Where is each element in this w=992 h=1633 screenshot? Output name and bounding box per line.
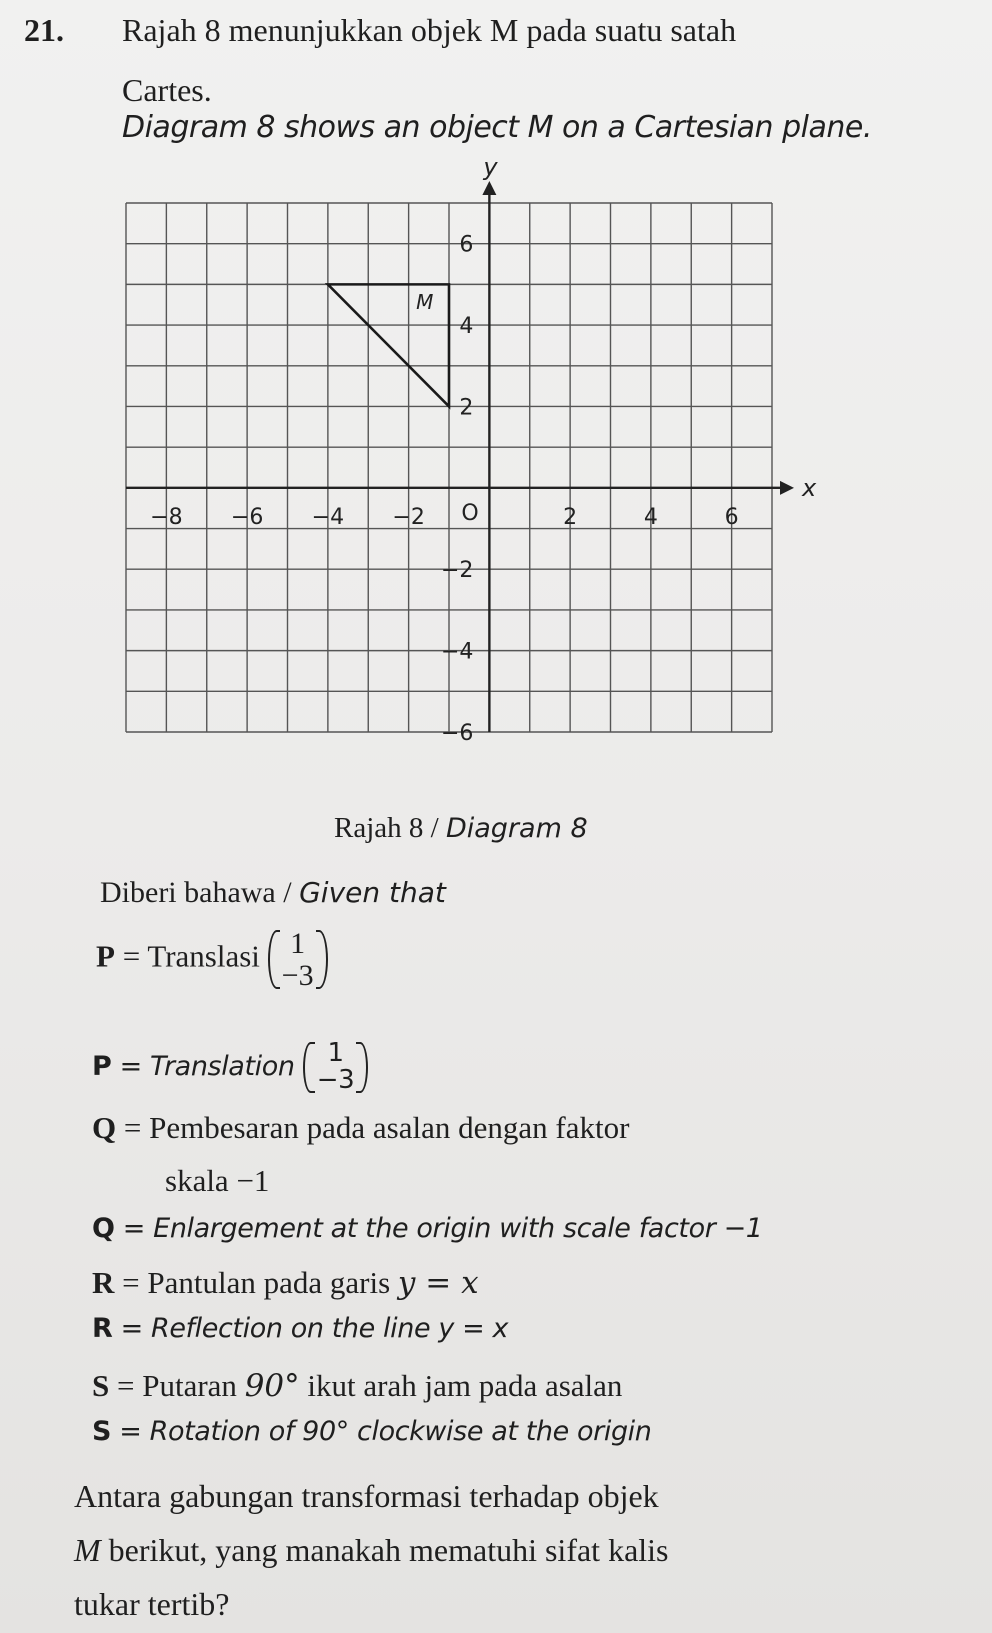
s-malay-angle: 90° bbox=[244, 1368, 300, 1404]
p-vector-english bbox=[303, 1040, 369, 1095]
letter-s-en: S bbox=[92, 1416, 112, 1447]
def-q-english: Q = Enlargement at the origin with scale factor −1 bbox=[92, 1213, 763, 1244]
q-english-text: Enlargement at the origin with scale factor −1 bbox=[153, 1213, 763, 1244]
r-malay-equation: y = x bbox=[397, 1265, 479, 1301]
letter-p: P bbox=[96, 938, 115, 974]
object-m bbox=[328, 284, 449, 406]
intro-malay-line2: Cartes. bbox=[122, 72, 212, 108]
intro-malay-line1: Rajah 8 menunjukkan objek M pada suatu satah bbox=[122, 12, 737, 48]
p-vector-malay bbox=[268, 928, 328, 991]
given-that bbox=[100, 876, 446, 910]
vector-top-en: 1 bbox=[327, 1038, 344, 1068]
s-english-pre: Rotation of bbox=[149, 1416, 303, 1447]
x-tick-label: −6 bbox=[230, 504, 264, 530]
question-object-m: M bbox=[74, 1532, 101, 1568]
x-tick-label: −2 bbox=[392, 504, 425, 530]
y-tick-label: −4 bbox=[440, 639, 474, 665]
cartesian-diagram bbox=[0, 0, 992, 800]
letter-r-en: R bbox=[92, 1313, 113, 1344]
question-line2-rest: berikut, yang manakah mematuhi sifat kalis bbox=[100, 1532, 669, 1568]
r-malay-text: Pantulan pada garis bbox=[147, 1265, 398, 1300]
question-number: 21. bbox=[24, 12, 64, 48]
q-malay-line1: Pembesaran pada asalan dengan faktor bbox=[149, 1110, 630, 1145]
r-english-text: Reflection on the line bbox=[150, 1313, 439, 1344]
x-tick-label: 6 bbox=[724, 504, 739, 530]
x-tick-label: 2 bbox=[563, 504, 578, 530]
letter-r: R bbox=[92, 1265, 115, 1300]
object-m-label: M bbox=[416, 289, 434, 314]
def-r-malay: R = Pantulan pada garis y = x bbox=[92, 1265, 479, 1301]
letter-p-en: P bbox=[92, 1050, 112, 1082]
y-tick-label: −6 bbox=[440, 721, 474, 746]
question-line3: tukar tertib? bbox=[74, 1586, 230, 1622]
question-line1: Antara gabungan transformasi terhadap objek bbox=[74, 1478, 659, 1514]
x-tick-label: −4 bbox=[311, 504, 345, 530]
def-p-english: P = Translation 1 −3 bbox=[92, 1040, 368, 1095]
question-line2 bbox=[74, 1532, 669, 1569]
x-axis-label: x bbox=[802, 473, 817, 502]
given-malay: Diberi bahawa / bbox=[100, 876, 300, 909]
y-tick-label: 4 bbox=[459, 314, 474, 340]
def-r-english: R = Reflection on the line y = x bbox=[92, 1313, 509, 1344]
p-malay-text: Translasi bbox=[147, 938, 260, 974]
def-s-english: S = Rotation of 90° clockwise at the origin bbox=[92, 1416, 652, 1447]
diagram-caption bbox=[334, 812, 588, 845]
def-p-malay: P = Translasi 1 −3 bbox=[96, 928, 328, 991]
r-english-equation: y = x bbox=[438, 1313, 509, 1344]
vector-bottom: −3 bbox=[281, 958, 314, 992]
y-axis-arrow bbox=[482, 181, 496, 195]
y-axis-label: y bbox=[483, 153, 498, 181]
x-axis-arrow bbox=[780, 481, 794, 495]
s-english-post: clockwise at the origin bbox=[348, 1416, 652, 1447]
q-malay-line2: skala −1 bbox=[165, 1163, 270, 1198]
s-english-angle: 90° bbox=[302, 1416, 349, 1447]
def-s-malay: S = Putaran 90° ikut arah jam pada asalan bbox=[92, 1368, 623, 1404]
letter-q-en: Q bbox=[92, 1213, 115, 1244]
vector-top: 1 bbox=[290, 927, 306, 960]
intro-english: Diagram 8 shows an object M on a Cartesian plane. bbox=[122, 110, 872, 145]
y-tick-label: 2 bbox=[459, 395, 474, 421]
caption-malay: Rajah 8 / bbox=[334, 812, 446, 844]
def-q-malay: Q = Pembesaran pada asalan dengan faktor bbox=[92, 1110, 630, 1145]
y-tick-label: 6 bbox=[459, 232, 474, 258]
tick-labels bbox=[150, 153, 817, 746]
letter-q: Q bbox=[92, 1110, 117, 1145]
vector-bottom-en: −3 bbox=[316, 1065, 355, 1096]
caption-english: Diagram 8 bbox=[445, 813, 588, 844]
letter-s: S bbox=[92, 1368, 110, 1403]
x-tick-label: 4 bbox=[643, 504, 658, 530]
p-english-text: Translation bbox=[149, 1050, 295, 1082]
s-malay-post: ikut arah jam pada asalan bbox=[299, 1368, 623, 1403]
origin-label: O bbox=[461, 500, 479, 526]
y-tick-label: −2 bbox=[440, 558, 474, 584]
s-malay-pre: Putaran bbox=[142, 1368, 245, 1403]
x-tick-label: −8 bbox=[150, 504, 183, 530]
given-english: Given that bbox=[299, 876, 446, 909]
